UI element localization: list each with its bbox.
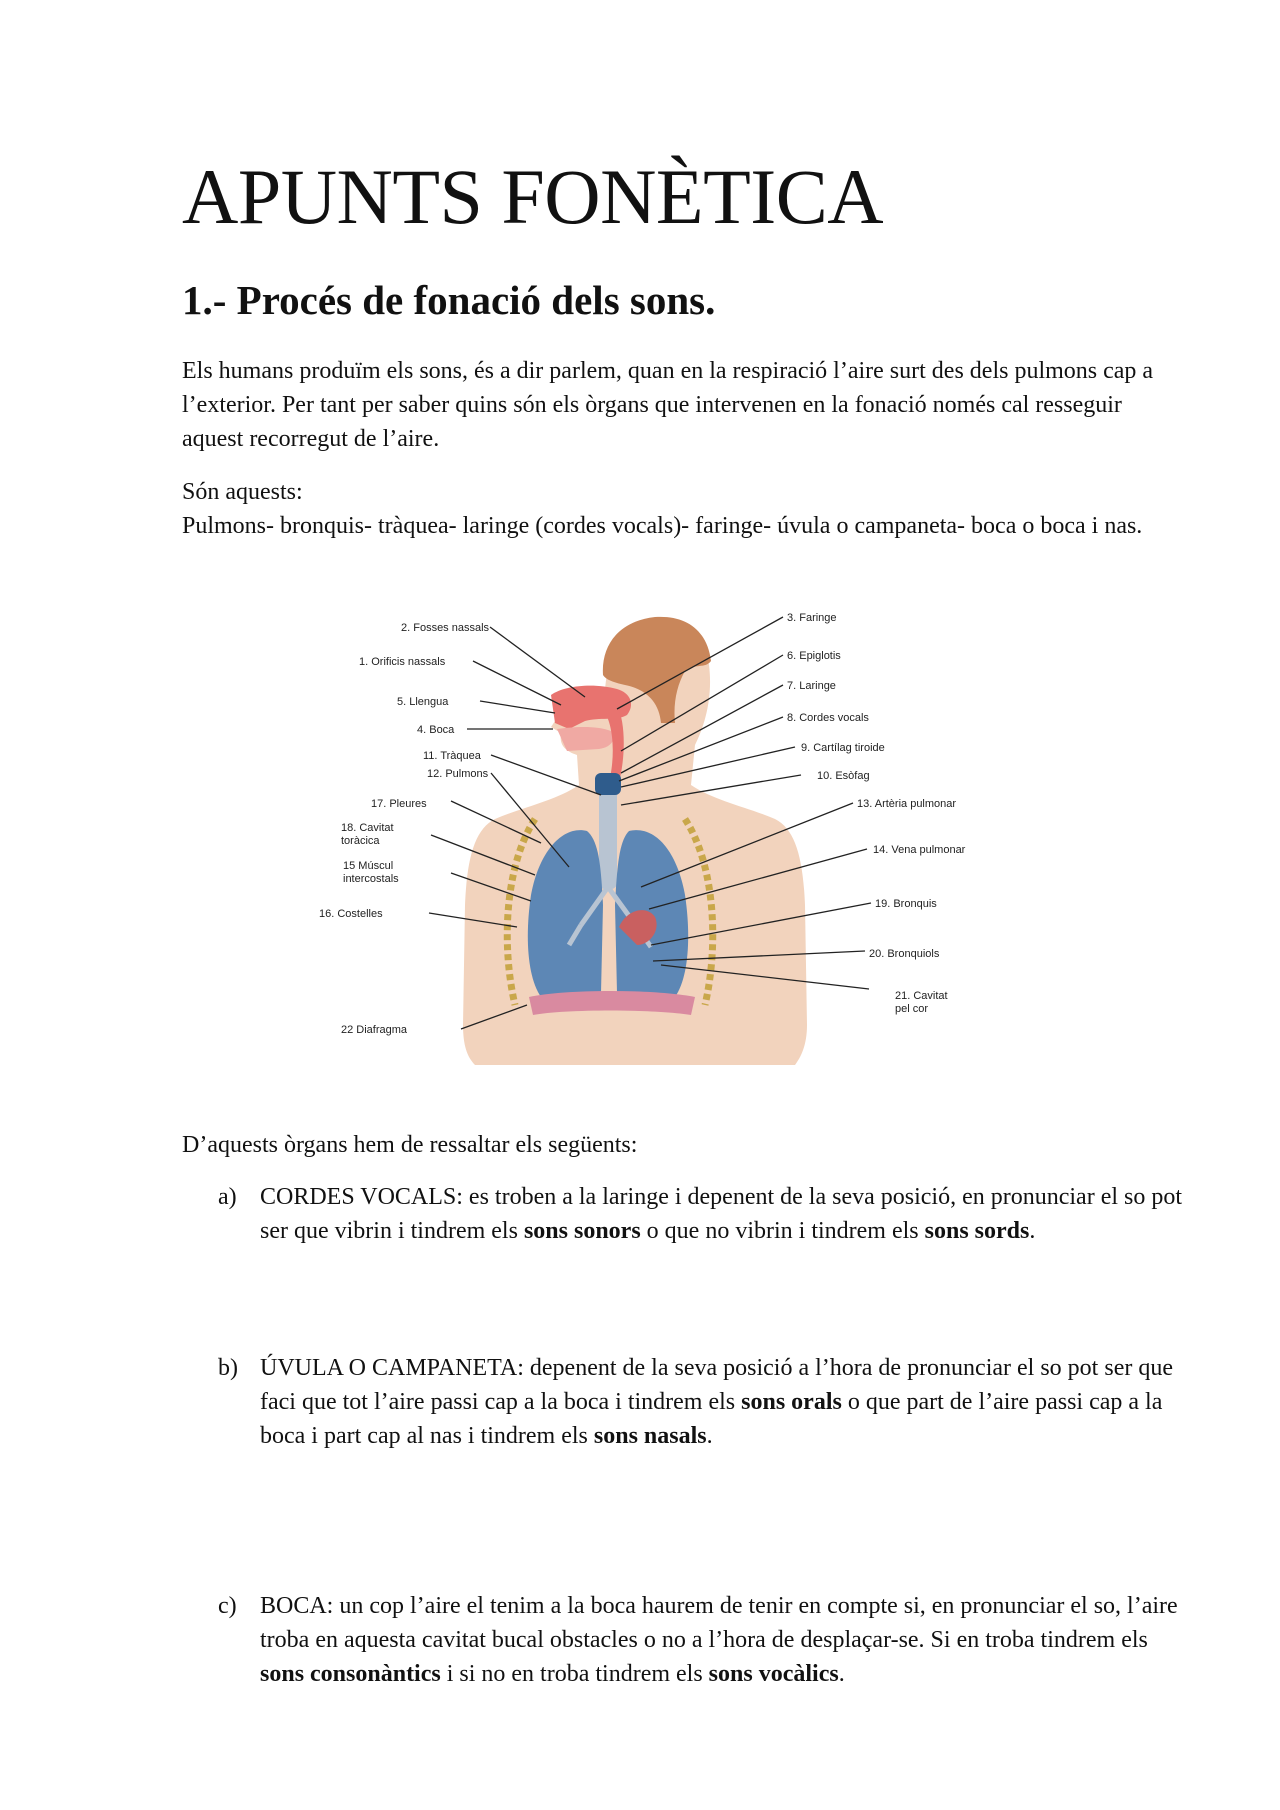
label-5: 5. Llengua: [397, 696, 449, 708]
bold-term: sons sonors: [523, 1218, 641, 1244]
label-14: 14. Vena pulmonar: [873, 844, 966, 856]
label-15b: intercostals: [343, 873, 399, 885]
item-text: i si no en troba tindrem els: [440, 1661, 709, 1687]
list-item-uvula: [218, 1351, 1193, 1453]
larynx: [595, 773, 621, 795]
label-20: 20. Bronquiols: [869, 948, 940, 960]
item-text: CORDES VOCALS: es troben a la laringe i depenent de la seva posició, en pronunciar el so pot ser que vibrin i tindrem els: [260, 1184, 1183, 1244]
label-2: 2. Fosses nassals: [401, 622, 490, 634]
highlight-intro: D’aquests òrgans hem de ressaltar els següents:: [182, 1132, 638, 1158]
item-text: o que part de l’aire passi cap a la boca i part cap al nas i tindrem els: [260, 1389, 1163, 1449]
item-text: o que no vibrin i tindrem els: [640, 1218, 925, 1244]
label-4: 4. Boca: [417, 724, 455, 736]
label-12: 12. Pulmons: [427, 768, 489, 780]
label-22: 22 Diafragma: [341, 1024, 408, 1036]
list-item-cordes-vocals: [218, 1180, 1193, 1248]
bold-term: sons orals: [741, 1389, 842, 1415]
trachea: [599, 789, 617, 889]
label-3: 3. Faringe: [787, 612, 837, 624]
label-7: 7. Laringe: [787, 680, 836, 692]
bold-term: sons nasals: [593, 1423, 707, 1449]
intro-paragraph: Els humans produïm els sons, és a dir parlem, quan en la respiració l’aire surt des dels pulmons cap a l’exterior. Per tant per saber quins són els òrgans que intervenen en la fonació només cal resseguir aquest recorregut de l’aire.: [182, 358, 1154, 452]
bold-term: sons vocàlics: [708, 1661, 839, 1687]
leader-2: [490, 627, 585, 697]
item-text: ÚVULA O CAMPANETA: depenent de la seva posició a l’hora de pronunciar el so pot ser que faci que tot l’aire passi cap a la boca i tindrem els: [260, 1355, 1173, 1415]
label-1: 1. Orificis nassals: [359, 656, 446, 668]
respiratory-system-diagram: [319, 605, 995, 1085]
label-18b: toràcica: [341, 835, 380, 847]
label-6: 6. Epiglotis: [787, 650, 841, 662]
bold-term: sons consonàntics: [260, 1661, 441, 1687]
item-text: BOCA: un cop l’aire el tenim a la boca haurem de tenir en compte si, en pronunciar el so, l’aire troba en aquesta cavitat bucal obstacles o no a l’hora de desplaçar-se. Si en troba tindrem els: [260, 1593, 1178, 1653]
label-15a: 15 Múscul: [343, 860, 394, 872]
section-heading: 1.- Procés de fonació dels sons.: [182, 277, 716, 323]
label-21a: 21. Cavitat: [895, 990, 948, 1002]
label-17: 17. Pleures: [371, 798, 427, 810]
list-marker: b): [218, 1355, 238, 1381]
label-11: 11. Tràquea: [423, 750, 481, 762]
label-21b: pel cor: [895, 1003, 929, 1015]
label-19: 19. Bronquis: [875, 898, 937, 910]
label-13: 13. Artèria pulmonar: [857, 798, 957, 810]
list-item-boca: [218, 1589, 1193, 1691]
label-16: 16. Costelles: [319, 908, 383, 920]
label-8: 8. Cordes vocals: [787, 712, 869, 724]
son-aquests-line: Són aquests:: [182, 479, 303, 505]
item-text: .: [1029, 1218, 1036, 1244]
item-text: .: [706, 1423, 713, 1449]
bold-term: sons sords: [924, 1218, 1030, 1244]
organs-list-paragraph: Pulmons- bronquis- tràquea- laringe (cordes vocals)- faringe- úvula o campaneta- boca o boca i nas.: [182, 513, 1143, 539]
document-title: APUNTS FONÈTICA: [182, 153, 884, 240]
label-18a: 18. Cavitat: [341, 822, 394, 834]
list-marker: c): [218, 1593, 237, 1619]
label-9: 9. Cartílag tiroide: [801, 742, 885, 754]
label-10: 10. Esòfag: [817, 770, 870, 782]
leader-5: [480, 701, 555, 713]
leader-1: [473, 661, 561, 705]
item-text: .: [838, 1661, 845, 1687]
list-marker: a): [218, 1184, 237, 1210]
